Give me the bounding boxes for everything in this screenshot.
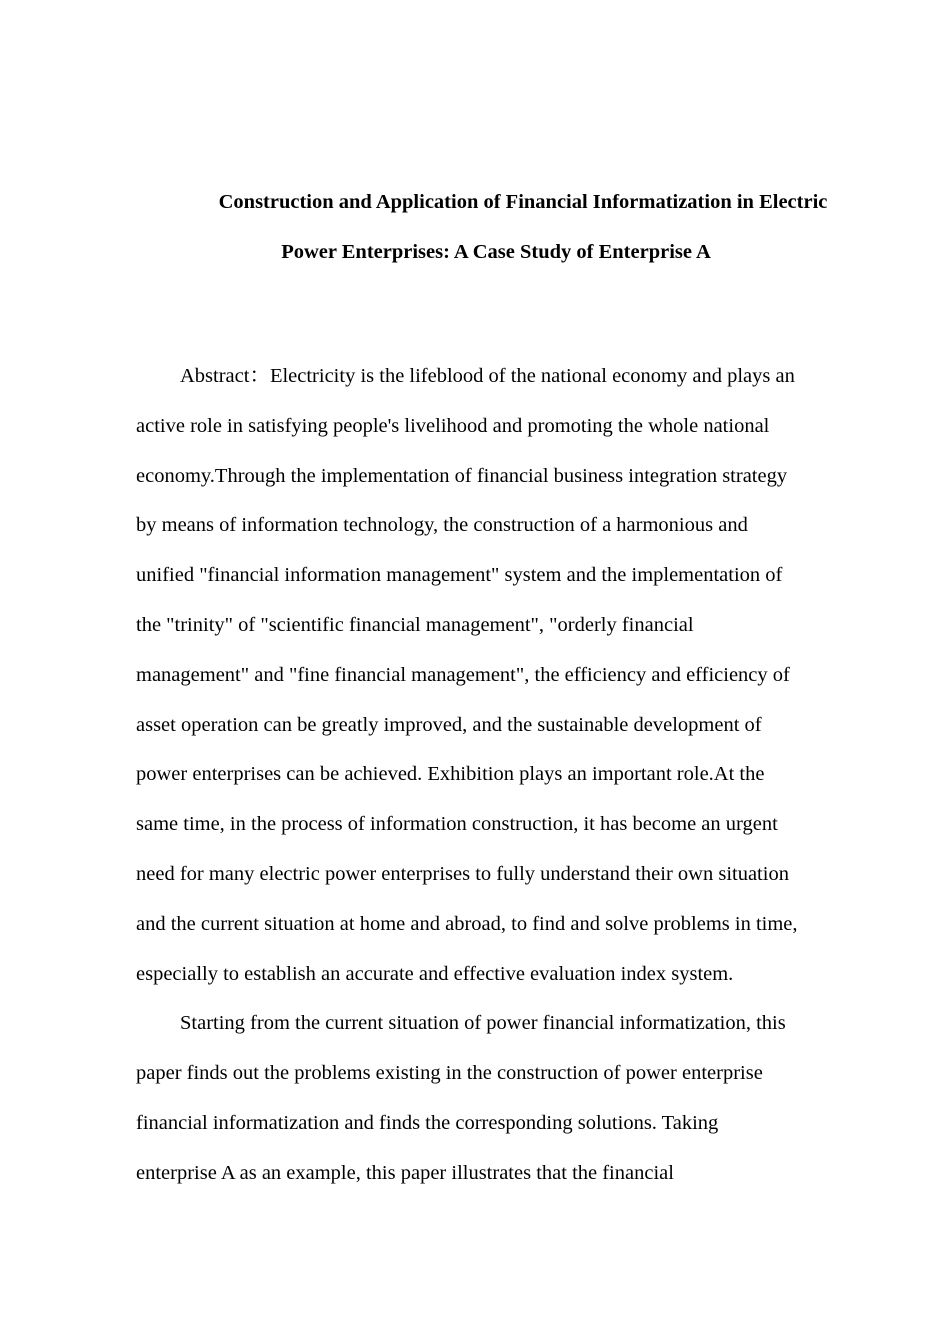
abstract-line: the "trinity" of "scientific financial management", "orderly financial xyxy=(136,613,694,636)
body-paragraph xyxy=(136,999,858,1198)
abstract-line: active role in satisfying people's livelihood and promoting the whole national xyxy=(136,414,770,437)
abstract-line: same time, in the process of information construction, it has become an urgent xyxy=(136,813,778,836)
abstract-line: unified "financial information management" system and the implementation of xyxy=(136,564,783,587)
paragraph-line: enterprise A as an example, this paper illustrates that the financial xyxy=(136,1161,674,1184)
paragraph-line: paper finds out the problems existing in the construction of power enterprise xyxy=(136,1062,763,1085)
paper-title xyxy=(136,178,856,277)
abstract-line: by means of information technology, the construction of a harmonious and xyxy=(136,514,748,537)
abstract-line: Abstract：Electricity is the lifeblood of the national economy and plays an xyxy=(180,365,795,387)
abstract-line: need for many electric power enterprises to fully understand their own situation xyxy=(136,862,789,885)
abstract-paragraph xyxy=(136,352,858,999)
abstract-line: and the current situation at home and abroad, to find and solve problems in time, xyxy=(136,912,798,935)
title-line: Power Enterprises: A Case Study of Enterprise A xyxy=(281,240,711,263)
abstract-line: management" and "fine financial management", the efficiency and efficiency of xyxy=(136,663,790,686)
paragraph-line: Starting from the current situation of power financial informatization, this xyxy=(180,1012,786,1035)
abstract-line: economy.Through the implementation of financial business integration strategy xyxy=(136,464,788,487)
abstract-line: power enterprises can be achieved. Exhibition plays an important role.At the xyxy=(136,763,765,786)
paragraph-line: financial informatization and finds the corresponding solutions. Taking xyxy=(136,1111,719,1134)
paper-body xyxy=(136,352,858,1199)
title-line: Construction and Application of Financial Informatization in Electric xyxy=(218,191,828,213)
abstract-line: especially to establish an accurate and effective evaluation index system. xyxy=(136,962,734,985)
abstract-line: asset operation can be greatly improved, and the sustainable development of xyxy=(136,713,762,736)
